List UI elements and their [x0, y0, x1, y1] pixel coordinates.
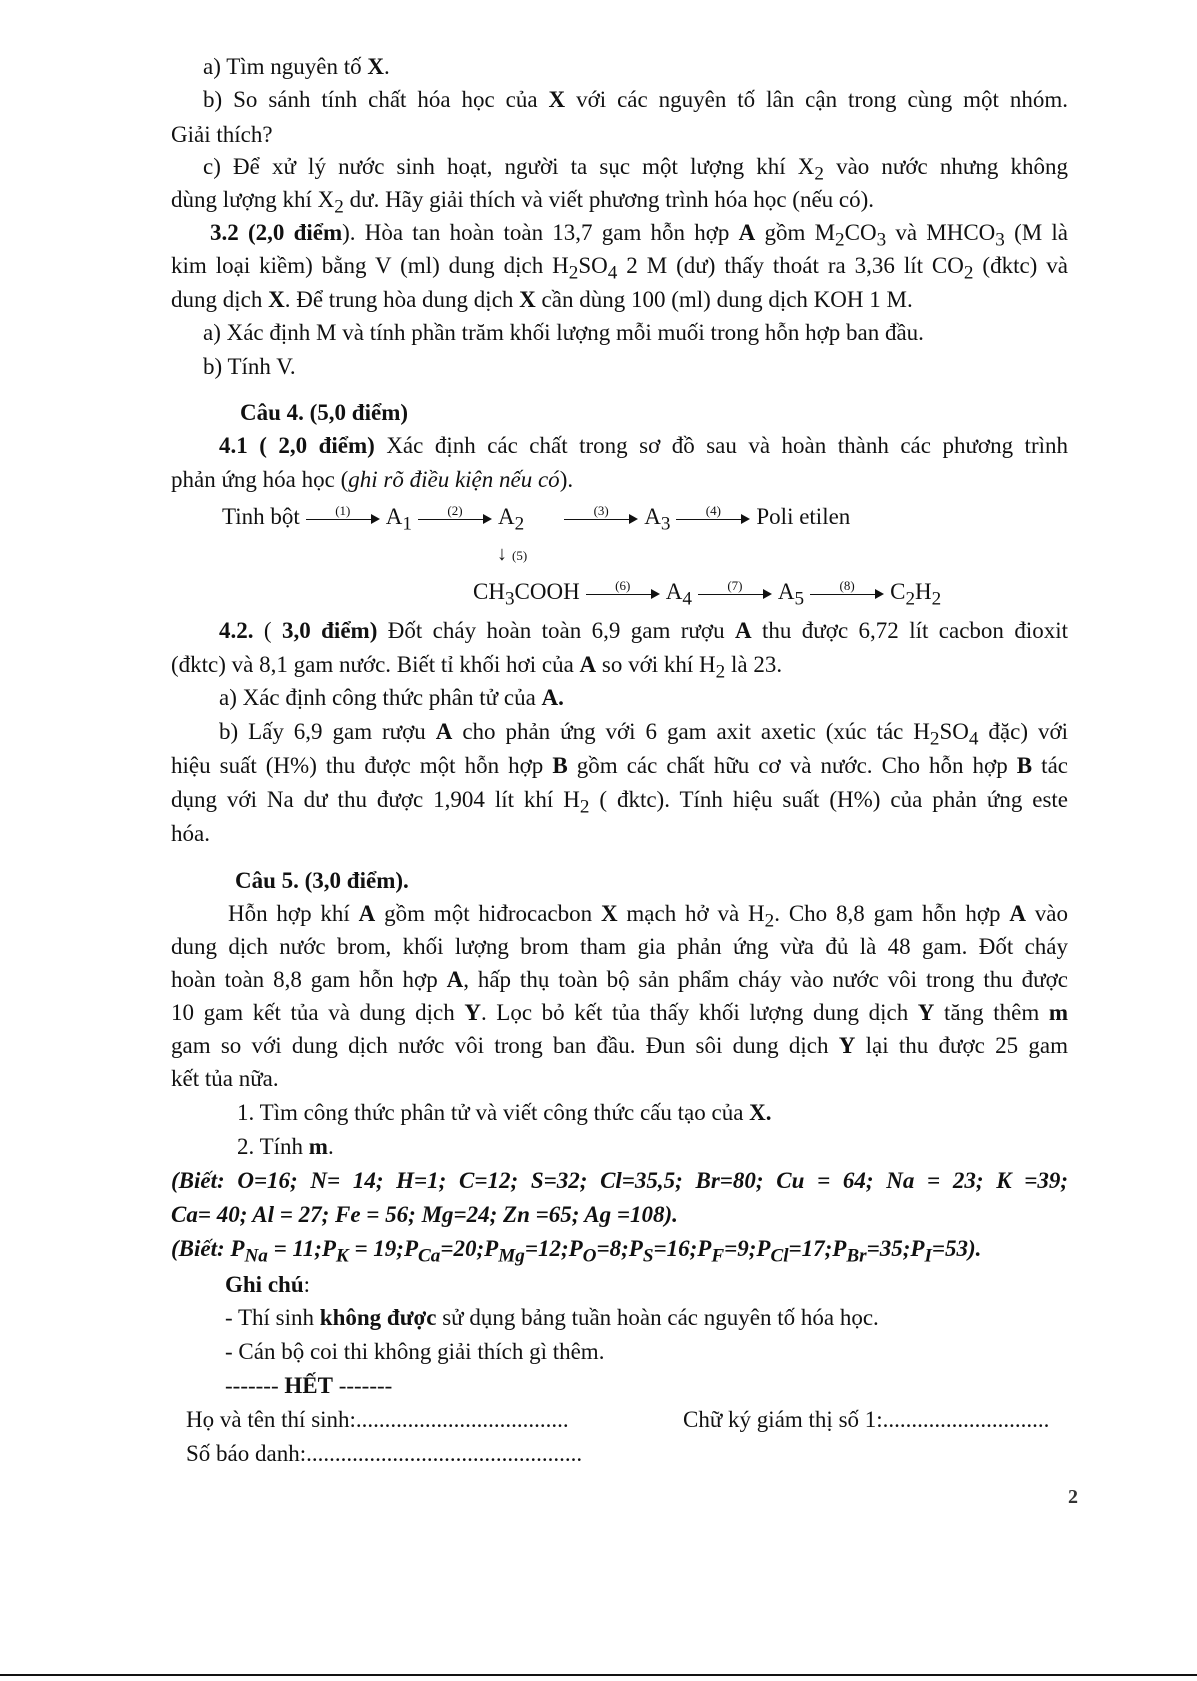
- arrow-2: (2): [418, 502, 492, 532]
- question-5-cont2: hoàn toàn 8,8 gam hỗn hợp A, hấp thụ toàn bộ sản phẩm cháy vào nước vôi trong thu được: [171, 967, 1068, 992]
- scheme-tinh-bot: Tinh bột: [222, 504, 300, 529]
- page-number: 2: [1068, 1486, 1078, 1508]
- question-4-1: 4.1 ( 2,0 điểm) Xác định các chất trong sơ đồ sau và hoàn thành các phương trình: [219, 433, 1068, 458]
- question-4-2b-cont2: dụng với Na dư thu được 1,904 lít khí $H_2$ ( đktc). Tính hiệu suất (H%) của phản ứng este: [171, 787, 1069, 818]
- question-4-2b: b) Lấy 6,9 gam rượu A cho phản ứng với 6 gam axit axetic (xúc tác $H_2SO_4$ đặc) với: [219, 719, 1068, 750]
- question-4-2b-cont3: hóa.: [171, 821, 210, 846]
- arrow-6: (6): [586, 577, 660, 607]
- question-4-2-cont: (đktc) và 8,1 gam nước. Biết tỉ khối hơi của A so với khí $H_2$ là 23.: [171, 652, 783, 683]
- arrow-7: (7): [698, 577, 772, 607]
- reaction-scheme-row2: [473, 577, 941, 615]
- heading-cau-5: Câu 5. (3,0 điểm).: [235, 868, 409, 893]
- scheme-a4: $A_4$: [665, 579, 692, 610]
- question-4-2a: a) Xác định công thức phân tử của A.: [219, 685, 564, 710]
- arrow-8: (8): [810, 577, 884, 607]
- candidate-number-field: Số báo danh:................................................: [186, 1441, 583, 1466]
- candidate-name-field: Họ và tên thí sinh:.....................................: [186, 1407, 569, 1432]
- question-3-2: 3.2 (2,0 điểm). Hòa tan hoàn toàn 13,7 gam hỗn hợp A gồm $M_2CO_3$ và $MHCO_3$ (M là: [210, 220, 1068, 251]
- question-5-2: 2. Tính m.: [237, 1134, 334, 1159]
- reaction-scheme-row1: [222, 502, 850, 540]
- proton-numbers: (Biết: $P_{Na}$ = $11;P_K$ = $19;P_{Ca}=20;P_{Mg}=12;P_O=8;P_S=16;P_F=9;P_{Cl}=17;P_{Br}=35;P_I=53$).: [171, 1236, 982, 1267]
- scheme-a1: $A_1$: [385, 504, 412, 535]
- line-3-1c: c) Để xử lý nước sinh hoạt, người ta sục một lượng khí $X_2$ vào nước nhưng không: [203, 154, 1068, 185]
- scheme-c2h2: $C_2H_2$: [890, 579, 942, 610]
- atomic-masses: (Biết: O=16; N= 14; H=1; C=12; S=32; Cl=35,5; Br=80; Cu = 64; Na = 23; K =39;: [171, 1168, 1068, 1193]
- arrow-5-down: ↓ (5): [497, 543, 528, 565]
- question-5: Hỗn hợp khí A gồm một hiđrocacbon X mạch hở và $H_2$. Cho 8,8 gam hỗn hợp A vào: [228, 901, 1068, 932]
- line-3-1b-cont: Giải thích?: [171, 122, 273, 147]
- note-2: - Cán bộ coi thi không giải thích gì thêm.: [225, 1339, 605, 1364]
- scheme-a5: $A_5$: [777, 579, 805, 610]
- note-heading: Ghi chú:: [225, 1272, 311, 1297]
- line-3-1a: a) Tìm nguyên tố X.: [203, 54, 390, 79]
- question-5-cont3: 10 gam kết tủa và dung dịch Y. Lọc bỏ kết tủa thấy khối lượng dung dịch Y tăng thêm m: [171, 1000, 1068, 1025]
- end-marker: ------- HẾT -------: [225, 1373, 393, 1398]
- heading-cau-4: Câu 4. (5,0 điểm): [240, 400, 409, 425]
- question-3-2a: a) Xác định M và tính phần trăm khối lượng mỗi muối trong hỗn hợp ban đầu.: [203, 320, 924, 345]
- scheme-ch3cooh: $CH_3COOH$: [473, 579, 580, 610]
- question-3-2-cont2: dung dịch X. Để trung hòa dung dịch X cần dùng 100 (ml) dung dịch KOH 1 M.: [171, 287, 913, 312]
- line-3-1c-cont: dùng lượng khí $X_2$ dư. Hãy giải thích và viết phương trình hóa học (nếu có).: [171, 187, 875, 218]
- scheme-poli-etilen: Poli etilen: [756, 504, 851, 529]
- scheme-a3: $A_3$: [644, 504, 671, 535]
- supervisor-signature-field: Chữ ký giám thị số 1:.............................: [683, 1407, 1050, 1432]
- question-4-2b-cont1: hiệu suất (H%) thu được một hỗn hợp B gồm các chất hữu cơ và nước. Cho hỗn hợp B tác: [171, 753, 1068, 778]
- atomic-masses-cont: Ca= 40; Al = 27; Fe = 56; Mg=24; Zn =65; Ag =108).: [171, 1202, 678, 1227]
- question-5-cont5: kết tủa nữa.: [171, 1066, 279, 1091]
- line-3-1b: b) So sánh tính chất hóa học của X với các nguyên tố lân cận trong cùng một nhóm.: [203, 87, 1068, 112]
- question-3-2b: b) Tính V.: [203, 354, 296, 379]
- bottom-rule: [0, 1674, 1197, 1676]
- arrow-4: (4): [676, 502, 750, 532]
- note-1: - Thí sinh không được sử dụng bảng tuần hoàn các nguyên tố hóa học.: [225, 1305, 879, 1330]
- arrow-3: (3): [564, 502, 638, 532]
- scheme-a2: $A_2$: [497, 504, 525, 535]
- question-3-2-cont1: kim loại kiềm) bằng V (ml) dung dịch $H_2SO_4$ 2 M (dư) thấy thoát ra 3,36 lít $CO_2$ (đktc) và: [171, 253, 1068, 284]
- question-5-cont4: gam so với dung dịch nước vôi trong ban đầu. Đun sôi dung dịch Y lại thu được 25 gam: [171, 1033, 1068, 1058]
- arrow-1: (1): [306, 502, 380, 532]
- question-5-cont1: dung dịch nước brom, khối lượng brom tham gia phản ứng vừa đủ là 48 gam. Đốt cháy: [171, 934, 1068, 959]
- question-4-2: 4.2. ( 3,0 điểm) Đốt cháy hoàn toàn 6,9 gam rượu A thu được 6,72 lít cacbon đioxit: [219, 618, 1068, 643]
- question-4-1-cont: phản ứng hóa học (ghi rõ điều kiện nếu có).: [171, 467, 574, 492]
- question-5-1: 1. Tìm công thức phân tử và viết công thức cấu tạo của X.: [237, 1100, 772, 1125]
